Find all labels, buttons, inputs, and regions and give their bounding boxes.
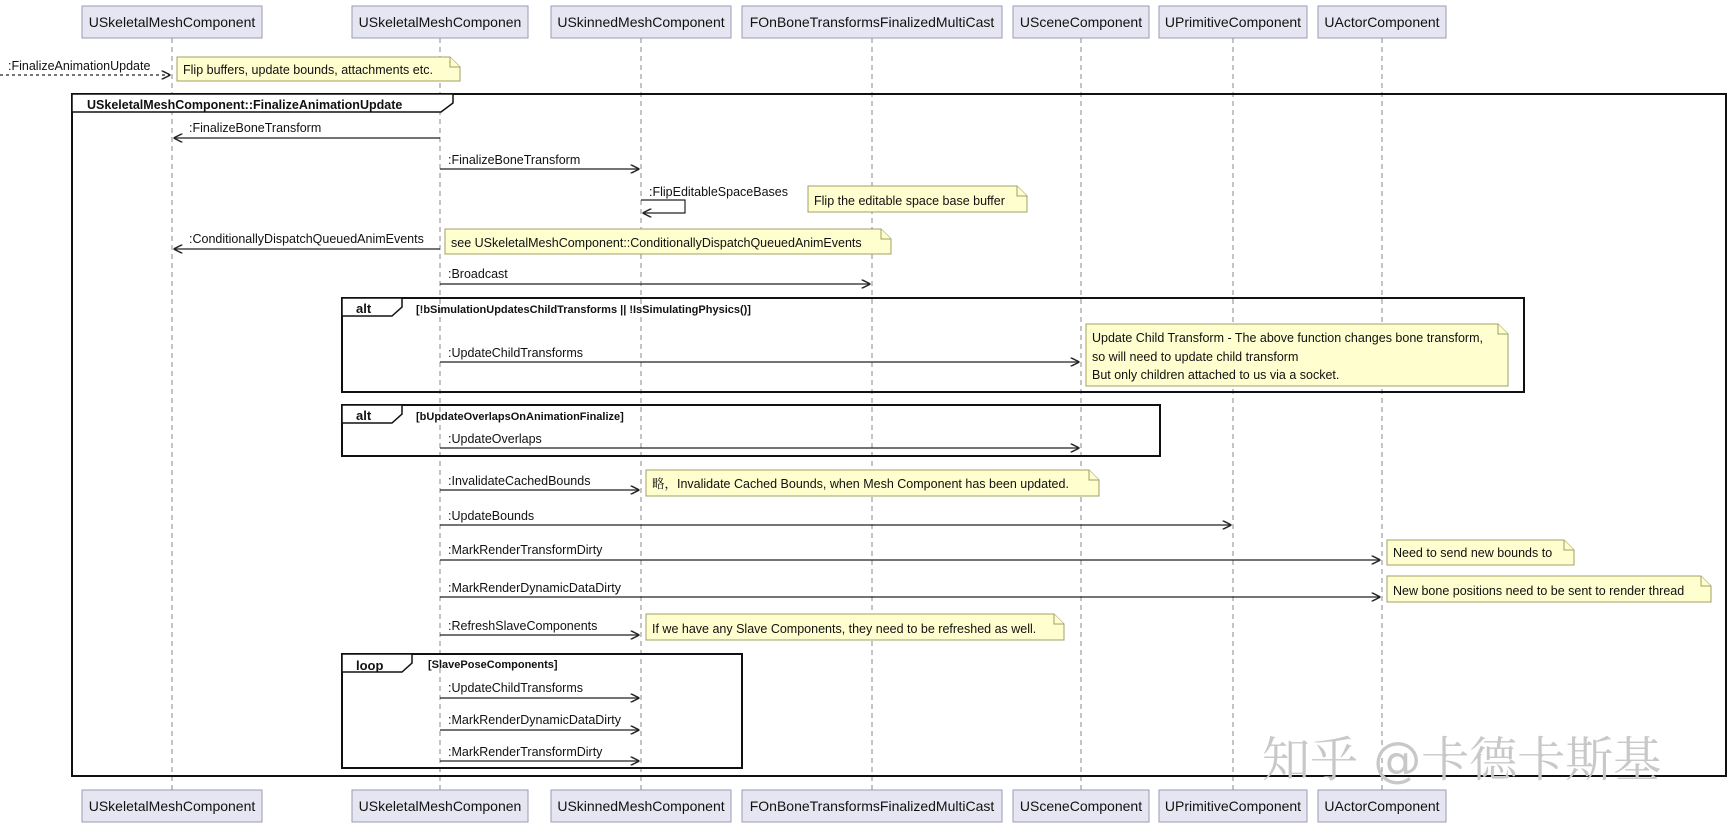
participant-uskeletalmeshcomponen[interactable] bbox=[352, 6, 528, 38]
fragment-guard: [bUpdateOverlapsOnAnimationFinalize] bbox=[416, 411, 624, 423]
message-conditionally-dispatch-queued-anim-events[interactable] bbox=[174, 232, 440, 249]
participant-fonbonetransformsfinalizedmulticast-bottom[interactable] bbox=[742, 790, 1002, 822]
participant-label: USkeletalMeshComponen bbox=[358, 798, 522, 814]
message-mark-render-dynamic-data-dirty-2[interactable] bbox=[440, 713, 639, 730]
message-finalize-bone-transform-1[interactable] bbox=[174, 121, 440, 138]
note-text: Flip buffers, update bounds, attachments etc. bbox=[183, 63, 433, 77]
incoming-message-label: :FinalizeAnimationUpdate bbox=[8, 59, 151, 73]
participant-label: USkeletalMeshComponent bbox=[88, 14, 256, 30]
participant-label: USceneComponent bbox=[1019, 798, 1143, 814]
note-flip-editable-space-base bbox=[808, 186, 1027, 212]
participant-label: UPrimitiveComponent bbox=[1164, 14, 1302, 30]
note-need-to-send-new-bounds bbox=[1387, 540, 1574, 565]
message-update-child-transforms-1[interactable] bbox=[440, 346, 1079, 362]
participant-uscenecomponent-bottom[interactable] bbox=[1013, 790, 1149, 822]
message-label: :FinalizeBoneTransform bbox=[189, 121, 322, 135]
message-mark-render-dynamic-data-dirty-1[interactable] bbox=[440, 581, 1380, 597]
watermark: 知乎 @卡德卡斯基 bbox=[1262, 732, 1662, 788]
participant-uactorcomponent[interactable] bbox=[1318, 6, 1446, 38]
participant-uskinnedmeshcomponent-bottom[interactable] bbox=[551, 790, 731, 822]
fragment-kind: alt bbox=[356, 301, 372, 316]
message-broadcast[interactable] bbox=[440, 267, 870, 284]
participant-label: USkeletalMeshComponent bbox=[88, 798, 256, 814]
message-label: :RefreshSlaveComponents bbox=[448, 619, 598, 633]
note-invalidate-cached-bounds bbox=[646, 470, 1099, 496]
message-invalidate-cached-bounds[interactable] bbox=[440, 474, 639, 490]
participant-uprimitivecomponent[interactable] bbox=[1159, 6, 1307, 38]
participant-uskinnedmeshcomponent[interactable] bbox=[551, 6, 731, 38]
message-label: :UpdateOverlaps bbox=[448, 432, 542, 446]
fragment-kind: alt bbox=[356, 408, 372, 423]
fragment-kind: loop bbox=[356, 658, 384, 673]
note-text: New bone positions need to be sent to render thread bbox=[1393, 584, 1685, 598]
note-text: Need to send new bounds to bbox=[1393, 546, 1553, 560]
message-label: :ConditionallyDispatchQueuedAnimEvents bbox=[189, 232, 424, 246]
note-update-child-transform bbox=[1086, 324, 1508, 386]
fragment-guard: [SlavePoseComponents] bbox=[428, 659, 558, 671]
fragment-guard: [!bSimulationUpdatesChildTransforms || !IsSimulatingPhysics()] bbox=[416, 304, 751, 316]
participant-label: UPrimitiveComponent bbox=[1164, 798, 1302, 814]
note-flip-buffers bbox=[177, 57, 460, 81]
message-label: :UpdateBounds bbox=[448, 509, 535, 523]
participants-bottom bbox=[82, 790, 1446, 822]
participant-fonbonetransformsfinalizedmulticast[interactable] bbox=[742, 6, 1002, 38]
note-text: 略，Invalidate Cached Bounds, when Mesh Component has been updated. bbox=[652, 477, 1069, 491]
message-label: :Broadcast bbox=[448, 267, 508, 281]
message-label: :UpdateChildTransforms bbox=[448, 346, 584, 360]
message-label: :MarkRenderTransformDirty bbox=[448, 543, 603, 557]
participant-label: USkeletalMeshComponen bbox=[358, 14, 522, 30]
participant-uactorcomponent-bottom[interactable] bbox=[1318, 790, 1446, 822]
message-update-bounds[interactable] bbox=[440, 509, 1231, 525]
participant-uskeletalmeshcomponen-bottom[interactable] bbox=[352, 790, 528, 822]
message-label: :MarkRenderTransformDirty bbox=[448, 745, 603, 759]
message-label: :MarkRenderDynamicDataDirty bbox=[448, 581, 621, 595]
message-mark-render-transform-dirty-2[interactable] bbox=[440, 745, 639, 761]
message-label: :InvalidateCachedBounds bbox=[448, 474, 591, 488]
participant-label: FOnBoneTransformsFinalizedMultiCast bbox=[749, 14, 995, 30]
message-update-child-transforms-2[interactable] bbox=[440, 681, 639, 698]
message-refresh-slave-components[interactable] bbox=[440, 619, 639, 635]
note-text: Update Child Transform - The above function changes bone transform, bbox=[1092, 331, 1483, 345]
note-text: If we have any Slave Components, they need to be refreshed as well. bbox=[652, 622, 1037, 636]
message-label: :MarkRenderDynamicDataDirty bbox=[448, 713, 621, 727]
message-label: :UpdateChildTransforms bbox=[448, 681, 584, 695]
note-text: see USkeletalMeshComponent::ConditionallyDispatchQueuedAnimEvents bbox=[451, 236, 862, 250]
message-update-overlaps[interactable] bbox=[440, 432, 1079, 448]
note-see-conditionally-dispatch bbox=[445, 229, 891, 254]
message-label: :FinalizeBoneTransform bbox=[448, 153, 581, 167]
note-refresh-slave-components bbox=[646, 614, 1064, 640]
participant-label: FOnBoneTransformsFinalizedMultiCast bbox=[749, 798, 995, 814]
participant-uscenecomponent[interactable] bbox=[1013, 6, 1149, 38]
participants-top bbox=[82, 6, 1446, 38]
participant-label: USkinnedMeshComponent bbox=[557, 14, 725, 30]
participant-uprimitivecomponent-bottom[interactable] bbox=[1159, 790, 1307, 822]
message-mark-render-transform-dirty-1[interactable] bbox=[440, 543, 1380, 560]
participant-uskeletalmeshcomponent-bottom[interactable] bbox=[82, 790, 262, 822]
incoming-message[interactable] bbox=[0, 59, 170, 75]
outer-frame-title: USkeletalMeshComponent::FinalizeAnimationUpdate bbox=[87, 98, 403, 112]
message-flip-editable-space-bases[interactable] bbox=[641, 185, 788, 213]
participant-label: UActorComponent bbox=[1324, 14, 1440, 30]
note-new-bone-positions bbox=[1387, 576, 1711, 602]
participant-uskeletalmeshcomponent[interactable] bbox=[82, 6, 262, 38]
participant-label: USkinnedMeshComponent bbox=[557, 798, 725, 814]
participant-label: UActorComponent bbox=[1324, 798, 1440, 814]
message-label: :FlipEditableSpaceBases bbox=[649, 185, 788, 199]
note-text: But only children attached to us via a socket. bbox=[1092, 368, 1340, 382]
participant-label: USceneComponent bbox=[1019, 14, 1143, 30]
note-text: Flip the editable space base buffer bbox=[814, 194, 1005, 208]
message-finalize-bone-transform-2[interactable] bbox=[440, 153, 639, 169]
note-text: so will need to update child transform bbox=[1092, 350, 1299, 364]
